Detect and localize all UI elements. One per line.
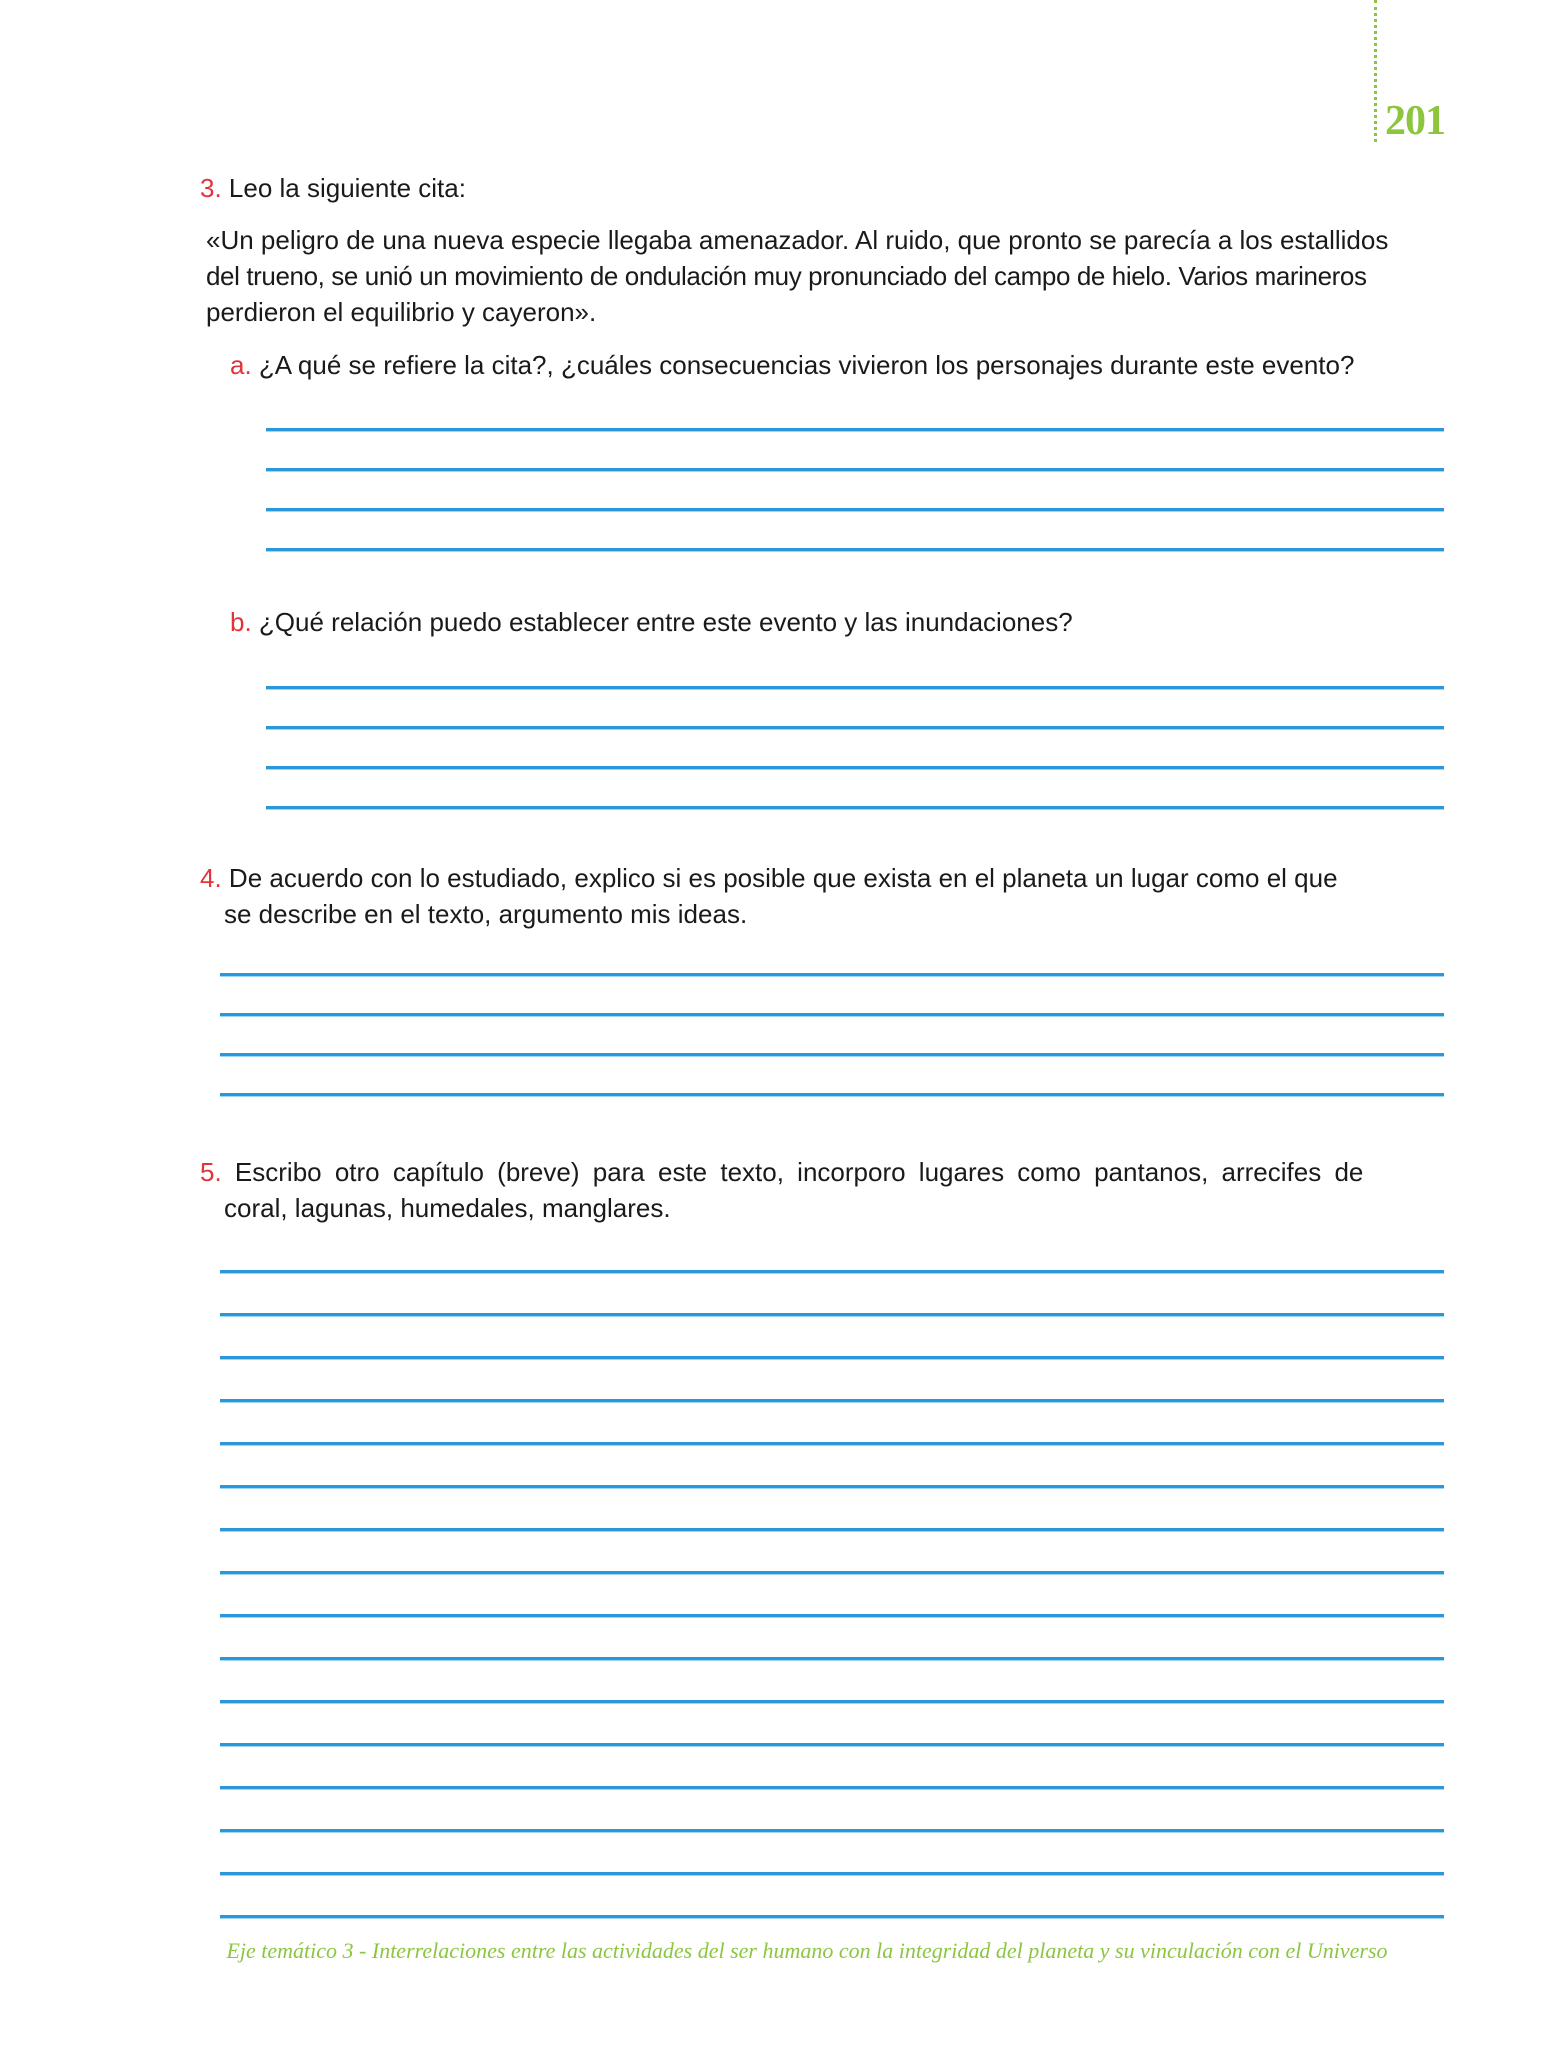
page-number: 201 — [1385, 98, 1445, 144]
margin-dotted-rule — [1374, 0, 1377, 142]
answer-line[interactable] — [220, 1442, 1444, 1445]
answer-line[interactable] — [220, 973, 1444, 976]
answer-line[interactable] — [220, 1657, 1444, 1660]
answer-line[interactable] — [220, 1399, 1444, 1402]
answer-line[interactable] — [220, 1614, 1444, 1617]
question-text-line: De acuerdo con lo estudiado, explico si es posible que exista en el planeta un lugar como el que — [228, 863, 1338, 893]
answer-line[interactable] — [220, 1528, 1444, 1531]
answer-line[interactable] — [220, 1356, 1444, 1359]
answer-line[interactable] — [220, 1270, 1444, 1273]
question-text-line: coral, lagunas, humedales, manglares. — [224, 1193, 671, 1223]
answer-line[interactable] — [266, 428, 1444, 431]
answer-line[interactable] — [266, 806, 1444, 809]
question-3-title — [200, 170, 466, 206]
answer-line[interactable] — [220, 1743, 1444, 1746]
answer-line[interactable] — [220, 1829, 1444, 1832]
sub-question-letter: a. — [230, 350, 252, 380]
question-5 — [200, 1154, 1363, 1226]
answer-line[interactable] — [266, 726, 1444, 729]
answer-line[interactable] — [266, 766, 1444, 769]
question-number: 3. — [200, 173, 222, 203]
answer-line[interactable] — [266, 548, 1444, 551]
answer-line[interactable] — [220, 1053, 1444, 1056]
question-3a — [230, 347, 1354, 383]
answer-line[interactable] — [266, 686, 1444, 689]
question-number: 5. — [200, 1157, 222, 1187]
answer-line[interactable] — [220, 1313, 1444, 1316]
quote-line: «Un peligro de una nueva especie llegaba amenazador. Al ruido, que pronto se parecía a los estallidos — [206, 225, 1389, 255]
question-4 — [200, 860, 1338, 932]
quote-line: perdieron el equilibrio y cayeron». — [206, 297, 597, 327]
answer-line[interactable] — [220, 1872, 1444, 1875]
answer-line[interactable] — [220, 1786, 1444, 1789]
quote-line: del trueno, se unió un movimiento de ondulación muy pronunciado del campo de hielo. Varios marineros — [206, 261, 1367, 291]
answer-line[interactable] — [220, 1013, 1444, 1016]
answer-line[interactable] — [220, 1485, 1444, 1488]
quote-block — [206, 222, 1446, 330]
answer-line[interactable] — [266, 508, 1444, 511]
sub-question-text: ¿Qué relación puedo establecer entre este evento y las inundaciones? — [258, 607, 1073, 637]
answer-line[interactable] — [220, 1915, 1444, 1918]
answer-line[interactable] — [220, 1700, 1444, 1703]
page-footer: Eje temático 3 - Interrelaciones entre las actividades del ser humano con la integridad del planeta y su vinculación con el Universo — [226, 1938, 1388, 1963]
sub-question-text: ¿A qué se refiere la cita?, ¿cuáles consecuencias vivieron los personajes durante este evento? — [258, 350, 1355, 380]
answer-line[interactable] — [220, 1093, 1444, 1096]
question-text: Leo la siguiente cita: — [228, 173, 466, 203]
question-3b — [230, 604, 1073, 640]
answer-line[interactable] — [220, 1571, 1444, 1574]
answer-line[interactable] — [266, 468, 1444, 471]
question-text-line: Escribo otro capítulo (breve) para este texto, incorporo lugares como pantanos, arrecifes de — [234, 1157, 1364, 1187]
sub-question-letter: b. — [230, 607, 252, 637]
question-text-line: se describe en el texto, argumento mis ideas. — [224, 899, 748, 929]
question-number: 4. — [200, 863, 222, 893]
